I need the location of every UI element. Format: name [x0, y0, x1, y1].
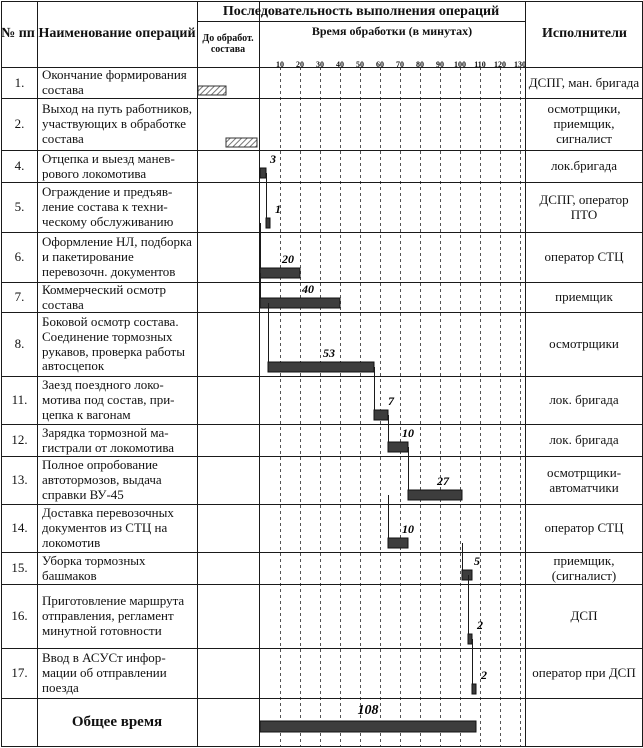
operation-name: Полное опробование автотормозов, выдача справки ВУ-45	[42, 457, 162, 502]
operation-name: Оформление НЛ, подборка и пакетирование перевозочн. документов	[42, 234, 192, 279]
task-bar-11	[374, 410, 388, 420]
executor: оператор при ДСП	[532, 665, 636, 681]
task-bar-14	[388, 538, 408, 548]
task-duration-label: 10	[402, 522, 414, 536]
tick-label-70: 70	[396, 60, 404, 69]
row-number: 16.	[11, 608, 28, 624]
row-number: 11.	[11, 392, 28, 408]
tick-label-100: 100	[454, 60, 466, 69]
tick-label-50: 50	[356, 60, 364, 69]
operation-name: Отцепка и выезд маневрового локомотива	[42, 150, 175, 181]
task-bar-16	[468, 634, 472, 644]
tick-label-20: 20	[296, 60, 304, 69]
task-bar-15	[462, 570, 472, 580]
operation-name: Ввод в АСУСт информации об отправлении поезда	[42, 650, 167, 695]
executor: приемщик	[555, 289, 613, 305]
operation-name: Приготовление маршрута отправления, регламент минутной готовности	[42, 593, 185, 638]
task-duration-label: 20	[282, 252, 294, 266]
task-duration-label: 3	[270, 152, 276, 166]
task-duration-label: 5	[474, 554, 480, 568]
operation-name: Окончание формирования состава	[42, 67, 187, 97]
operation-name: Ограждение и предъявление состава к техническому обслуживанию	[42, 184, 174, 229]
executor: лок.бригада	[550, 158, 618, 174]
row-number: 13.	[11, 472, 28, 488]
column-header-operation: Наименование операций	[38, 26, 196, 41]
executor: осмотрщики	[549, 336, 619, 352]
executor: лок. бригада	[549, 392, 619, 408]
row-number: 12.	[11, 432, 28, 448]
task-bar-7	[260, 298, 340, 308]
tick-label-80: 80	[416, 60, 424, 69]
task-duration-label: 27	[437, 474, 449, 488]
tick-label-60: 60	[376, 60, 384, 69]
task-duration-label: 2	[477, 618, 483, 632]
total-time-bar	[260, 721, 476, 732]
tick-label-10: 10	[276, 60, 284, 69]
column-header-sequence: Последовательность выполнения операций	[222, 3, 500, 19]
task-bar-13	[408, 490, 462, 500]
pre-processing-bar-1	[198, 86, 226, 95]
tick-label-110: 110	[474, 60, 486, 69]
task-bar-6	[260, 268, 300, 278]
executor: лок. бригада	[549, 432, 619, 448]
task-bar-4	[260, 168, 266, 178]
operation-name: Уборка тормозных башмаков	[42, 552, 146, 583]
executor: оператор СТЦ	[544, 520, 624, 536]
task-duration-label: 1	[275, 202, 281, 216]
tick-label-130: 130	[514, 60, 526, 69]
row-number: 6.	[14, 249, 25, 265]
task-bar-12	[388, 442, 408, 452]
tick-label-90: 90	[436, 60, 444, 69]
total-time-label: Общее время	[71, 713, 163, 730]
executor: приемщик, (сигналист)	[551, 552, 617, 583]
pre-processing-bar-2	[226, 138, 257, 147]
executor: осмотрщики-автоматчики	[546, 464, 622, 495]
operation-name: Коммерческий осмотр состава	[42, 281, 167, 312]
task-bar-8	[268, 362, 374, 372]
row-number: 2.	[14, 116, 25, 132]
row-number: 8.	[14, 336, 25, 352]
task-duration-label: 10	[402, 426, 414, 440]
row-number: 7.	[14, 289, 25, 305]
task-duration-label: 2	[481, 668, 487, 682]
task-duration-label: 53	[323, 346, 335, 360]
task-duration-label: 7	[388, 394, 394, 408]
operation-name: Зарядка тормозной магистрали от локомотива	[42, 424, 175, 455]
executor: оператор СТЦ	[544, 249, 624, 265]
executor: ДСПГ, ман. бригада	[528, 74, 640, 90]
operation-name: Заезд поездного локомотива под состав, прицепка к вагонам	[42, 377, 175, 422]
operation-name: Доставка перевозочных документов из СТЦ на локомотив	[42, 505, 174, 550]
row-number: 5.	[14, 199, 25, 215]
executor: ДСПГ, оператор ПТО	[539, 191, 629, 222]
task-bar-5	[266, 218, 270, 228]
column-header-processing-time: Время обработки (в минутах)	[311, 23, 473, 38]
executor: ДСП	[570, 608, 598, 624]
executor: осмотрщики, приемщик, сигналист	[547, 101, 621, 146]
column-header-number: № пп	[1, 26, 35, 41]
operation-name: Выход на путь работников, участвующих в обработке состава	[42, 101, 193, 146]
tick-label-120: 120	[494, 60, 506, 69]
tick-label-30: 30	[316, 60, 324, 69]
task-bar-17	[472, 684, 476, 694]
row-number: 1.	[14, 74, 25, 90]
task-duration-label: 40	[302, 282, 314, 296]
column-header-pre-processing: До обработ. состава	[202, 32, 254, 55]
total-time-value: 108	[357, 703, 379, 718]
tick-label-40: 40	[336, 60, 344, 69]
column-header-executors: Исполнители	[542, 26, 627, 41]
operation-name: Боковой осмотр состава. Соединение тормозных рукавов, проверка работы автосцепок	[42, 313, 185, 374]
row-number: 15.	[11, 560, 28, 576]
row-number: 4.	[14, 158, 25, 174]
row-number: 14.	[11, 520, 28, 536]
row-number: 17.	[11, 665, 28, 681]
